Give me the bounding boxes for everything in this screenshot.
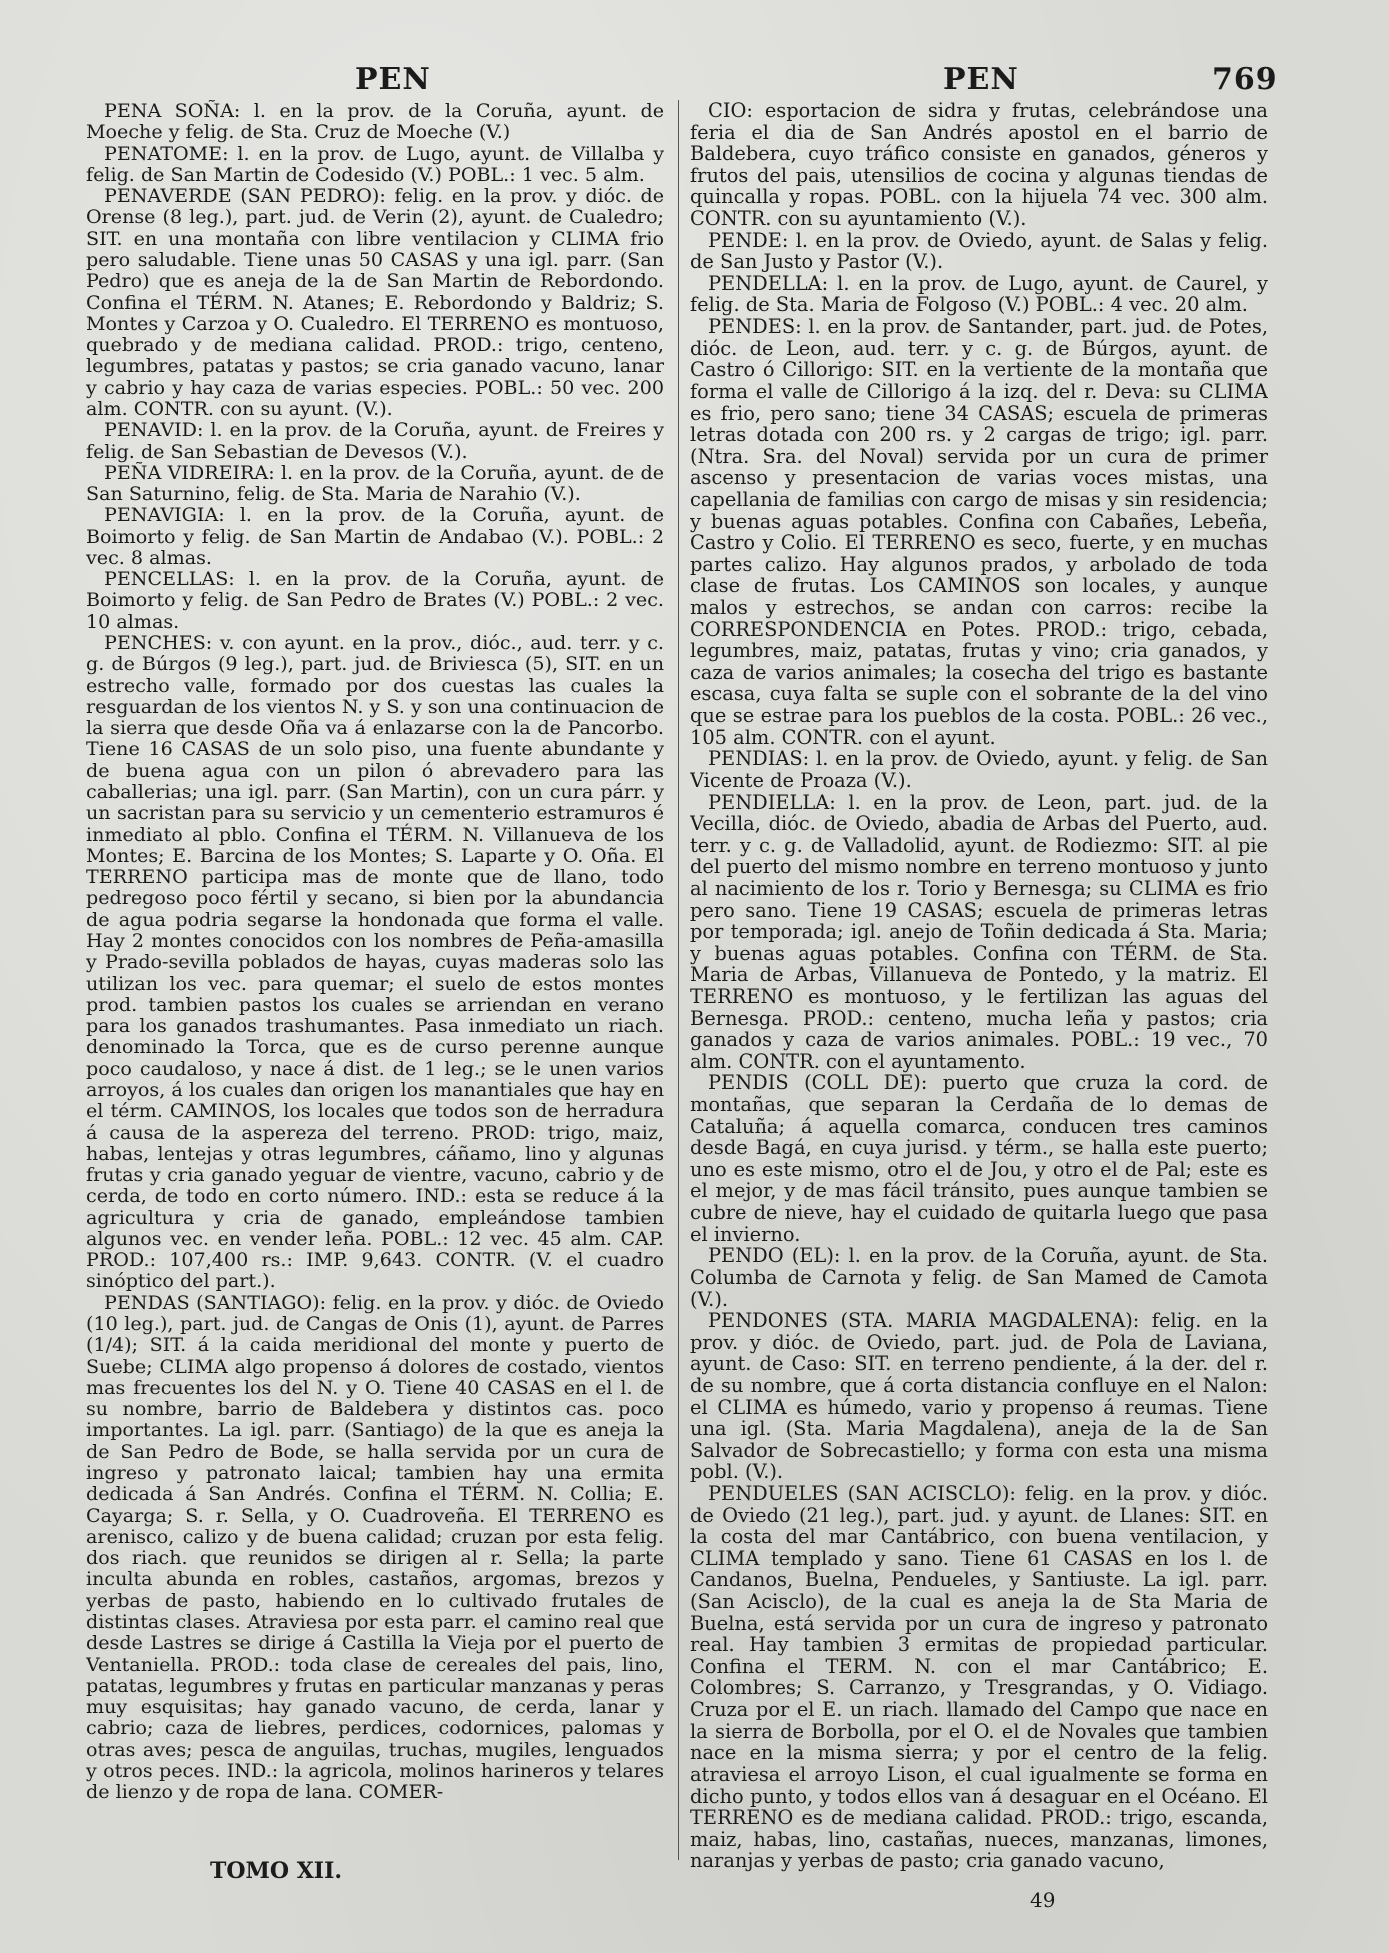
entry-text: : l. en la prov. de la Coruña, ayunt. de Boimorto y felig. de San Pedro de Brates (V.) POBL.: 2 vec. 10 almas. — [86, 567, 664, 633]
signature-mark: 49 — [1030, 1888, 1056, 1912]
entry-headword: PENAVERDE (SAN PEDRO) — [104, 184, 380, 208]
entry-text: : l. en la prov. de Lugo, ayunt. de Villalba y felig. de San Martin de Codesido (V.) POBL.: 1 vec. 5 alm. — [86, 141, 664, 186]
entry-text: : l. en la prov. de la Coruña, ayunt. de Freires y felig. de San Sebastian de Devesos (V.). — [86, 418, 664, 463]
dictionary-entry — [690, 792, 1268, 1073]
entry-text: : l. en la prov. de la Coruña, ayunt. de Boimorto y felig. de San Martin de Andabao (V.). POBL.: 2 vec. 8 almas. — [86, 503, 664, 569]
entry-text: : l. en la prov. de Oviedo, ayunt. de Salas y felig. de San Justo y Pastor (V.). — [690, 228, 1268, 274]
entry-text: : felig. en la prov. y dióc. de Oviedo (21 leg.), part. jud. y ayunt. de Llanes: SIT. en la costa del mar Cantábrico, con buena ventilacion, y CLIMA templado y sano. Tiene 61 CASAS en los l. de Candanos, Buelna, Pendueles, y Santiuste. La igl. parr. (San Acisclo), de la cual es aneja la de Sta Maria de Buelna, está servida por un cura de ingreso y patronato real. Hay tambien 3 ermitas de propiedad particular. Confina el TERM. N. con el mar Cantábrico; E. Colombres; S. Carranzo, y Tresgrandas, y O. Vidiago. Cruza por el E. un riach. llamado del Campo que nace en la sierra de Borbolla, por el O. el de Novales que tambien nace en la misma sierra; y por el centro de la felig. atraviesa el arroyo Lison, el cual igualmente se forma en dicho punto, y todos ellos van á desaguar en el Océano. El TERRENO es de mediana calidad. PROD.: trigo, escanda, maiz, habas, lino, castañas, nueces, manzanas, limones, naranjas y yerbas de pasto; cria ganado vacuno, — [690, 1482, 1268, 1873]
entry-headword: PENA SOÑA — [104, 100, 234, 122]
entry-headword: PENDAS (SANTIAGO) — [104, 1290, 320, 1314]
dictionary-entry — [86, 568, 664, 632]
page-number: 769 — [1212, 62, 1278, 97]
entry-headword: PEÑA VIDREIRA — [104, 460, 269, 484]
entry-headword: PENDIS (COLL DE) — [708, 1071, 921, 1095]
dictionary-entry — [690, 1245, 1268, 1310]
entry-text: : l. en la prov. de Leon, part. jud. de la Vecilla, dióc. de Oviedo, abadia de Arbas del Puerto, aud. terr. y c. g. de Valladolid, ayunt. de Rodiezmo: SIT. al pie del puerto del mismo nombre en terreno montuoso y junto al nacimiento de los r. Torio y Bernesga; su CLIMA es frio pero sano. Tiene 19 CASAS; escuela de primeras letras por temporada; igl. anejo de Toñin dedicada á Sta. Maria; y buenas aguas potables. Confina con TÉRM. de Sta. Maria de Arbas, Villanueva de Pontedo, y la matriz. El TERRENO es montuoso, y le fertilizan las aguas del Bernesga. PROD.: centeno, mucha leña y pastos; cria ganados y caza de varios animales. POBL.: 19 vec., 70 alm. CONTR. con el ayuntamento. — [690, 790, 1268, 1073]
entry-text: : v. con ayunt. en la prov., dióc., aud. terr. y c. g. de Búrgos (9 leg.), part. jud. de Briviesca (5), SIT. en un estrecho valle, formado por dos cuestas las cuales la resguardan de los vientos N. y S. y son una continuacion de la sierra que desde Oña va á enlazarse con la de Pancorbo. Tiene 16 CASAS de un solo piso, una fuente abundante y de buena agua con un pilon ó abrevadero para las caballerias; una igl. parr. (San Martin), con un cura párr. y un sacristan para su servicio y un cementerio estramuros é inmediato al pblo. Confina el TÉRM. N. Villanueva de los Montes; E. Barcina de los Montes; S. Laparte y O. Oña. El TERRENO participa mas de monte que de llano, todo pedregoso poco fértil y secano, si bien por la abundancia de agua podria segarse la hondonada que forma el valle. Hay 2 montes conocidos con los nombres de Peña-amasilla y Prado-sevilla poblados de hayas, cuyas maderas solo las utilizan los vec. para quemar; el suelo de estos montes prod. tambien pastos los cuales se arriendan en verano para los ganados trashumantes. Pasa inmediato un riach. denominado la Torca, que es de curso perenne aunque poco caudaloso, y nace á dist. de 1 leg.; se le unen varios arroyos, á los cuales dan origen los manantiales que hay en el térm. CAMINOS, los locales que todos son de herradura á causa de la aspereza del terreno. PROD: trigo, maiz, habas, lentejas y otras legumbres, cáñamo, lino y algunas frutas y cria ganado yeguar de vientre, vacuno, cabrio y de cerda, de todo en corto número. IND.: esta se reduce á la agricultura y cria de ganado, empleándose tambien algunos vec. en vender leña. POBL.: 12 vec. 45 alm. CAP. PROD.: 107,400 rs.: IMP. 9,643. CONTR. (V. el cuadro sinóptico del part.). — [86, 631, 664, 1293]
dictionary-entry — [86, 1292, 664, 1803]
entry-headword: PENDIAS — [708, 747, 803, 771]
entry-text: : l. en la prov. de Lugo, ayunt. de Caurel, y felig. de Sta. Maria de Folgoso (V.) POBL.: 4 vec. 20 alm. — [690, 271, 1268, 317]
entry-text: : l. en la prov. de la Coruña, ayunt. de Moeche y felig. de Sta. Cruz de Moeche (V.) — [86, 100, 664, 144]
entry-text: : l. en la prov. de Santander, part. jud. de Potes, dióc. de Leon, aud. terr. y c. g. de Búrgos, ayunt. de Castro ó Cillorigo: SIT. en la vertiente de la montaña que forma el valle de Cillorigo á la izq. del r. Deva: su CLIMA es frio, pero sano; tiene 34 CASAS; escuela de primeras letras dotada con 200 rs. y 2 cargas de trigo; igl. parr. (Ntra. Sra. del Noval) servida por un cura de primer ascenso y presentacion de varias voces mistas, una capellania de familias con cargo de misas y sin residencia; y buenas aguas potables. Confina con Cabañes, Lebeña, Castro y Colio. El TERRENO es seco, fuerte, y en muchas partes calizo. Hay algunos prados, y arbolado de toda clase de frutas. Los CAMINOS son locales, y aunque malos y estrechos, se andan con carros: recibe la CORRESPONDENCIA en Potes. PROD.: trigo, cebada, legumbres, maiz, patatas, frutas y vino; cria ganados, y caza de varios animales; la cosecha del trigo es bastante escasa, cuya falta se suple con el sobrante de la del vino que se estrae para los pueblos de la costa. POBL.: 26 vec., 105 alm. CONTR. con el ayunt. — [690, 315, 1268, 749]
entry-text: : felig. en la prov. y dióc. de Orense (8 leg.), part. jud. de Verin (2), ayunt. de Cualedro; SIT. en una montaña con libre ventilacion y CLIMA frio pero saludable. Tiene unas 50 CASAS y una igl. parr. (San Pedro) que es aneja de la de San Martin de Rebordondo. Confina el TÉRM. N. Atanes; E. Rebordondo y Baldriz; S. Montes y Carzoa y O. Cualedro. El TERRENO es montuoso, quebrado y de mediana calidad. PROD.: trigo, centeno, legumbres, patatas y pastos; se cria ganado vacuno, lanar y cabrio y hay caza de varias especies. POBL.: 50 vec. 200 alm. CONTR. con su ayunt. (V.). — [86, 184, 664, 420]
entry-headword: PENDIELLA — [708, 790, 830, 814]
entry-headword: PENDONES (STA. MARIA MAGDALENA) — [708, 1309, 1133, 1333]
dictionary-entry — [690, 1310, 1268, 1483]
entry-text: : felig. en la prov. y dióc. de Oviedo (10 leg.), part. jud. de Cangas de Onis (1), ayunt. de Parres (1/4); SIT. á la caida meridional del monte y puerto de Suebe; CLIMA algo propenso á dolores de costado, vientos mas frecuentes los del N. y O. Tiene 40 CASAS en el l. de su nombre, barrio de Baldebera y distintos cas. poco importantes. La igl. parr. (Santiago) de la que es aneja la de San Pedro de Bode, se halla servida por un cura de ingreso y patronato laical; tambien hay una ermita dedicada á San Andrés. Confina el TÉRM. N. Collia; E. Cayarga; S. r. Sella, y O. Cuadroveña. El TERRENO es arenisco, calizo y de buena calidad; cruzan por esta felig. dos riach. que reunidos se dirigen al r. Sella; la parte inculta abunda en robles, castaños, argomas, brezos y yerbas de pasto, habiendo en lo cultivado frutales de distintas clases. Atraviesa por esta parr. el camino real que desde Lastres se dirige á Castilla la Vieja por el puerto de Ventaniella. PROD.: toda clase de cereales del pais, lino, patatas, legumbres y frutas en particular manzanas y peras muy esquisitas; hay ganado vacuno, de cerda, lanar y cabrio; caza de liebres, perdices, codornices, palomas y otras aves; pesca de anguilas, truchas, mugiles, lenguados y otros peces. IND.: la agricola, molinos harineros y telares de lienzo y de ropa de lana. COMER- — [86, 1290, 664, 1804]
entry-text: : l. en la prov. de la Coruña, ayunt. de de San Saturnino, felig. de Sta. Maria de Narahio (V.). — [86, 460, 664, 506]
entry-headword: PENDES — [708, 315, 796, 339]
running-head-right: PEN — [943, 62, 1019, 97]
dictionary-entry — [86, 419, 664, 462]
entry-headword: PENAVID — [104, 418, 197, 442]
dictionary-entry — [86, 632, 664, 1292]
dictionary-entry — [86, 462, 664, 505]
entry-headword: PENATOME — [104, 141, 223, 165]
dictionary-entry — [86, 143, 664, 186]
entry-headword: PENDUELES (SAN ACISCLO) — [708, 1482, 1010, 1505]
entry-headword: PENAVIGIA — [104, 503, 219, 527]
dictionary-entry — [690, 273, 1268, 316]
entry-headword: PENDO (EL) — [708, 1244, 834, 1268]
column-divider — [678, 100, 679, 1860]
volume-footer: TOMO XII. — [210, 1858, 343, 1884]
dictionary-entry — [690, 316, 1268, 748]
entry-text: : felig. en la prov. y dióc. de Oviedo, part. jud. de Pola de Laviana, ayunt. de Caso: SIT. en terreno pendiente, á la der. del r. de su nombre, que á corta distancia confluye en el Nalon: el CLIMA es húmedo, vario y propenso á reumas. Tiene una igl. (Sta. Maria Magdalena), aneja de la de San Salvador de Sobrecastiello; y forma con esta una misma pobl. (V.). — [690, 1309, 1268, 1484]
dictionary-entry — [86, 185, 664, 419]
entry-headword: PENCELLAS — [104, 567, 229, 591]
dictionary-entry — [690, 1072, 1268, 1245]
dictionary-entry — [690, 230, 1268, 273]
left-column — [86, 100, 664, 1860]
dictionary-entry — [86, 100, 664, 143]
entry-text: : puerto que cruza la cord. de montañas, que separan la Cerdaña de lo demas de Cataluña; á aquella comarca, conducen tres caminos desde Bagá, en cuya jurisd. y térm., se halla este puerto; uno es este mismo, otro el de Jou, y otro el de Pal; este es el mejor, y de mas fácil tránsito, pues aunque tambien se cubre de nieve, hay el cuidado de quitarla luego que pasa el invierno. — [690, 1071, 1268, 1246]
dictionary-entry — [690, 748, 1268, 791]
dictionary-entry — [86, 504, 664, 568]
entry-headword: PENDE — [708, 228, 782, 252]
entry-text: : l. en la prov. de Oviedo, ayunt. y felig. de San Vicente de Proaza (V.). — [690, 747, 1268, 792]
running-head-left: PEN — [355, 62, 431, 97]
dictionary-entry — [690, 1483, 1268, 1872]
dictionary-entry — [690, 100, 1268, 230]
entry-headword: PENDELLA — [708, 271, 822, 295]
right-column — [690, 100, 1268, 1878]
entry-text: CIO: esportacion de sidra y frutas, celebrándose una feria el dia de San Andrés apostol en el barrio de Baldebera, cuyo tráfico consiste en ganados, géneros y frutos del pais, utensilios de cocina y algunas tiendas de quincalla y ropas. POBL. con la hijuela 74 vec. 300 alm. CONTR. con su ayuntamiento (V.). — [690, 100, 1268, 231]
entry-headword: PENCHES — [104, 631, 206, 655]
entry-text: : l. en la prov. de la Coruña, ayunt. de Sta. Columba de Carnota y felig. de San Mamed de Camota (V.). — [690, 1244, 1268, 1311]
